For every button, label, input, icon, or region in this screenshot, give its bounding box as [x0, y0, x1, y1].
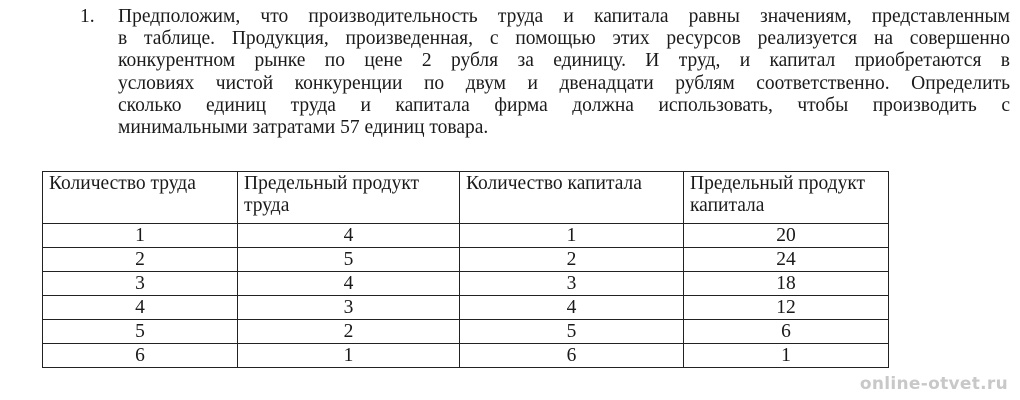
table-cell: 6: [684, 320, 889, 344]
table-cell: 3: [460, 272, 684, 296]
problem-line: условиях чистой конкуренции по двум и двенадцати рублям соответственно. Определить: [118, 72, 1010, 94]
table-cell: 4: [43, 296, 238, 320]
table-cell: 3: [43, 272, 238, 296]
watermark: online-otvet.ru: [859, 374, 1008, 394]
table-cell: 2: [43, 248, 238, 272]
table-cell: 1: [460, 224, 684, 248]
table-cell: 6: [460, 344, 684, 368]
table-cell: 5: [43, 320, 238, 344]
problem-number: 1.: [80, 6, 95, 27]
header-capital-marginal-product: Предельный продукт капитала: [684, 172, 889, 224]
table-cell: 24: [684, 248, 889, 272]
table-cell: 5: [238, 248, 460, 272]
table-cell: 1: [43, 224, 238, 248]
header-labor-quantity: Количество труда: [43, 172, 238, 224]
productivity-table: [42, 171, 889, 368]
table-cell: 1: [238, 344, 460, 368]
table-cell: 18: [684, 272, 889, 296]
problem-line: Предположим, что производительность труда и капитала равны значениям, представленным: [118, 6, 1010, 27]
table-cell: 5: [460, 320, 684, 344]
table-cell: 2: [460, 248, 684, 272]
table-row: [43, 224, 889, 248]
table-cell: 2: [238, 320, 460, 344]
problem-line: в таблице. Продукция, произведенная, с помощью этих ресурсов реализуется на совершенно: [118, 28, 1010, 50]
problem-text: [118, 6, 1010, 139]
table-header-row: [43, 172, 889, 224]
table-cell: 4: [460, 296, 684, 320]
problem-line: минимальными затратами 57 единиц товара.: [118, 117, 489, 139]
table-row: [43, 320, 889, 344]
table-row: [43, 344, 889, 368]
table-cell: 4: [238, 224, 460, 248]
table-row: [43, 296, 889, 320]
table-cell: 1: [684, 344, 889, 368]
problem-line: конкурентном рынке по цене 2 рубля за единицу. И труд, и капитал приобретаются в: [118, 50, 1010, 72]
problem-line: сколько единиц труда и капитала фирма должна использовать, чтобы производить с: [118, 94, 1010, 116]
table-row: [43, 272, 889, 296]
table-cell: 12: [684, 296, 889, 320]
table-cell: 4: [238, 272, 460, 296]
table-cell: 20: [684, 224, 889, 248]
header-labor-marginal-product: Предельный продукт труда: [238, 172, 460, 224]
header-capital-quantity: Количество капитала: [460, 172, 684, 224]
table-row: [43, 248, 889, 272]
table-cell: 3: [238, 296, 460, 320]
table-cell: 6: [43, 344, 238, 368]
problem-statement: [80, 6, 1010, 139]
